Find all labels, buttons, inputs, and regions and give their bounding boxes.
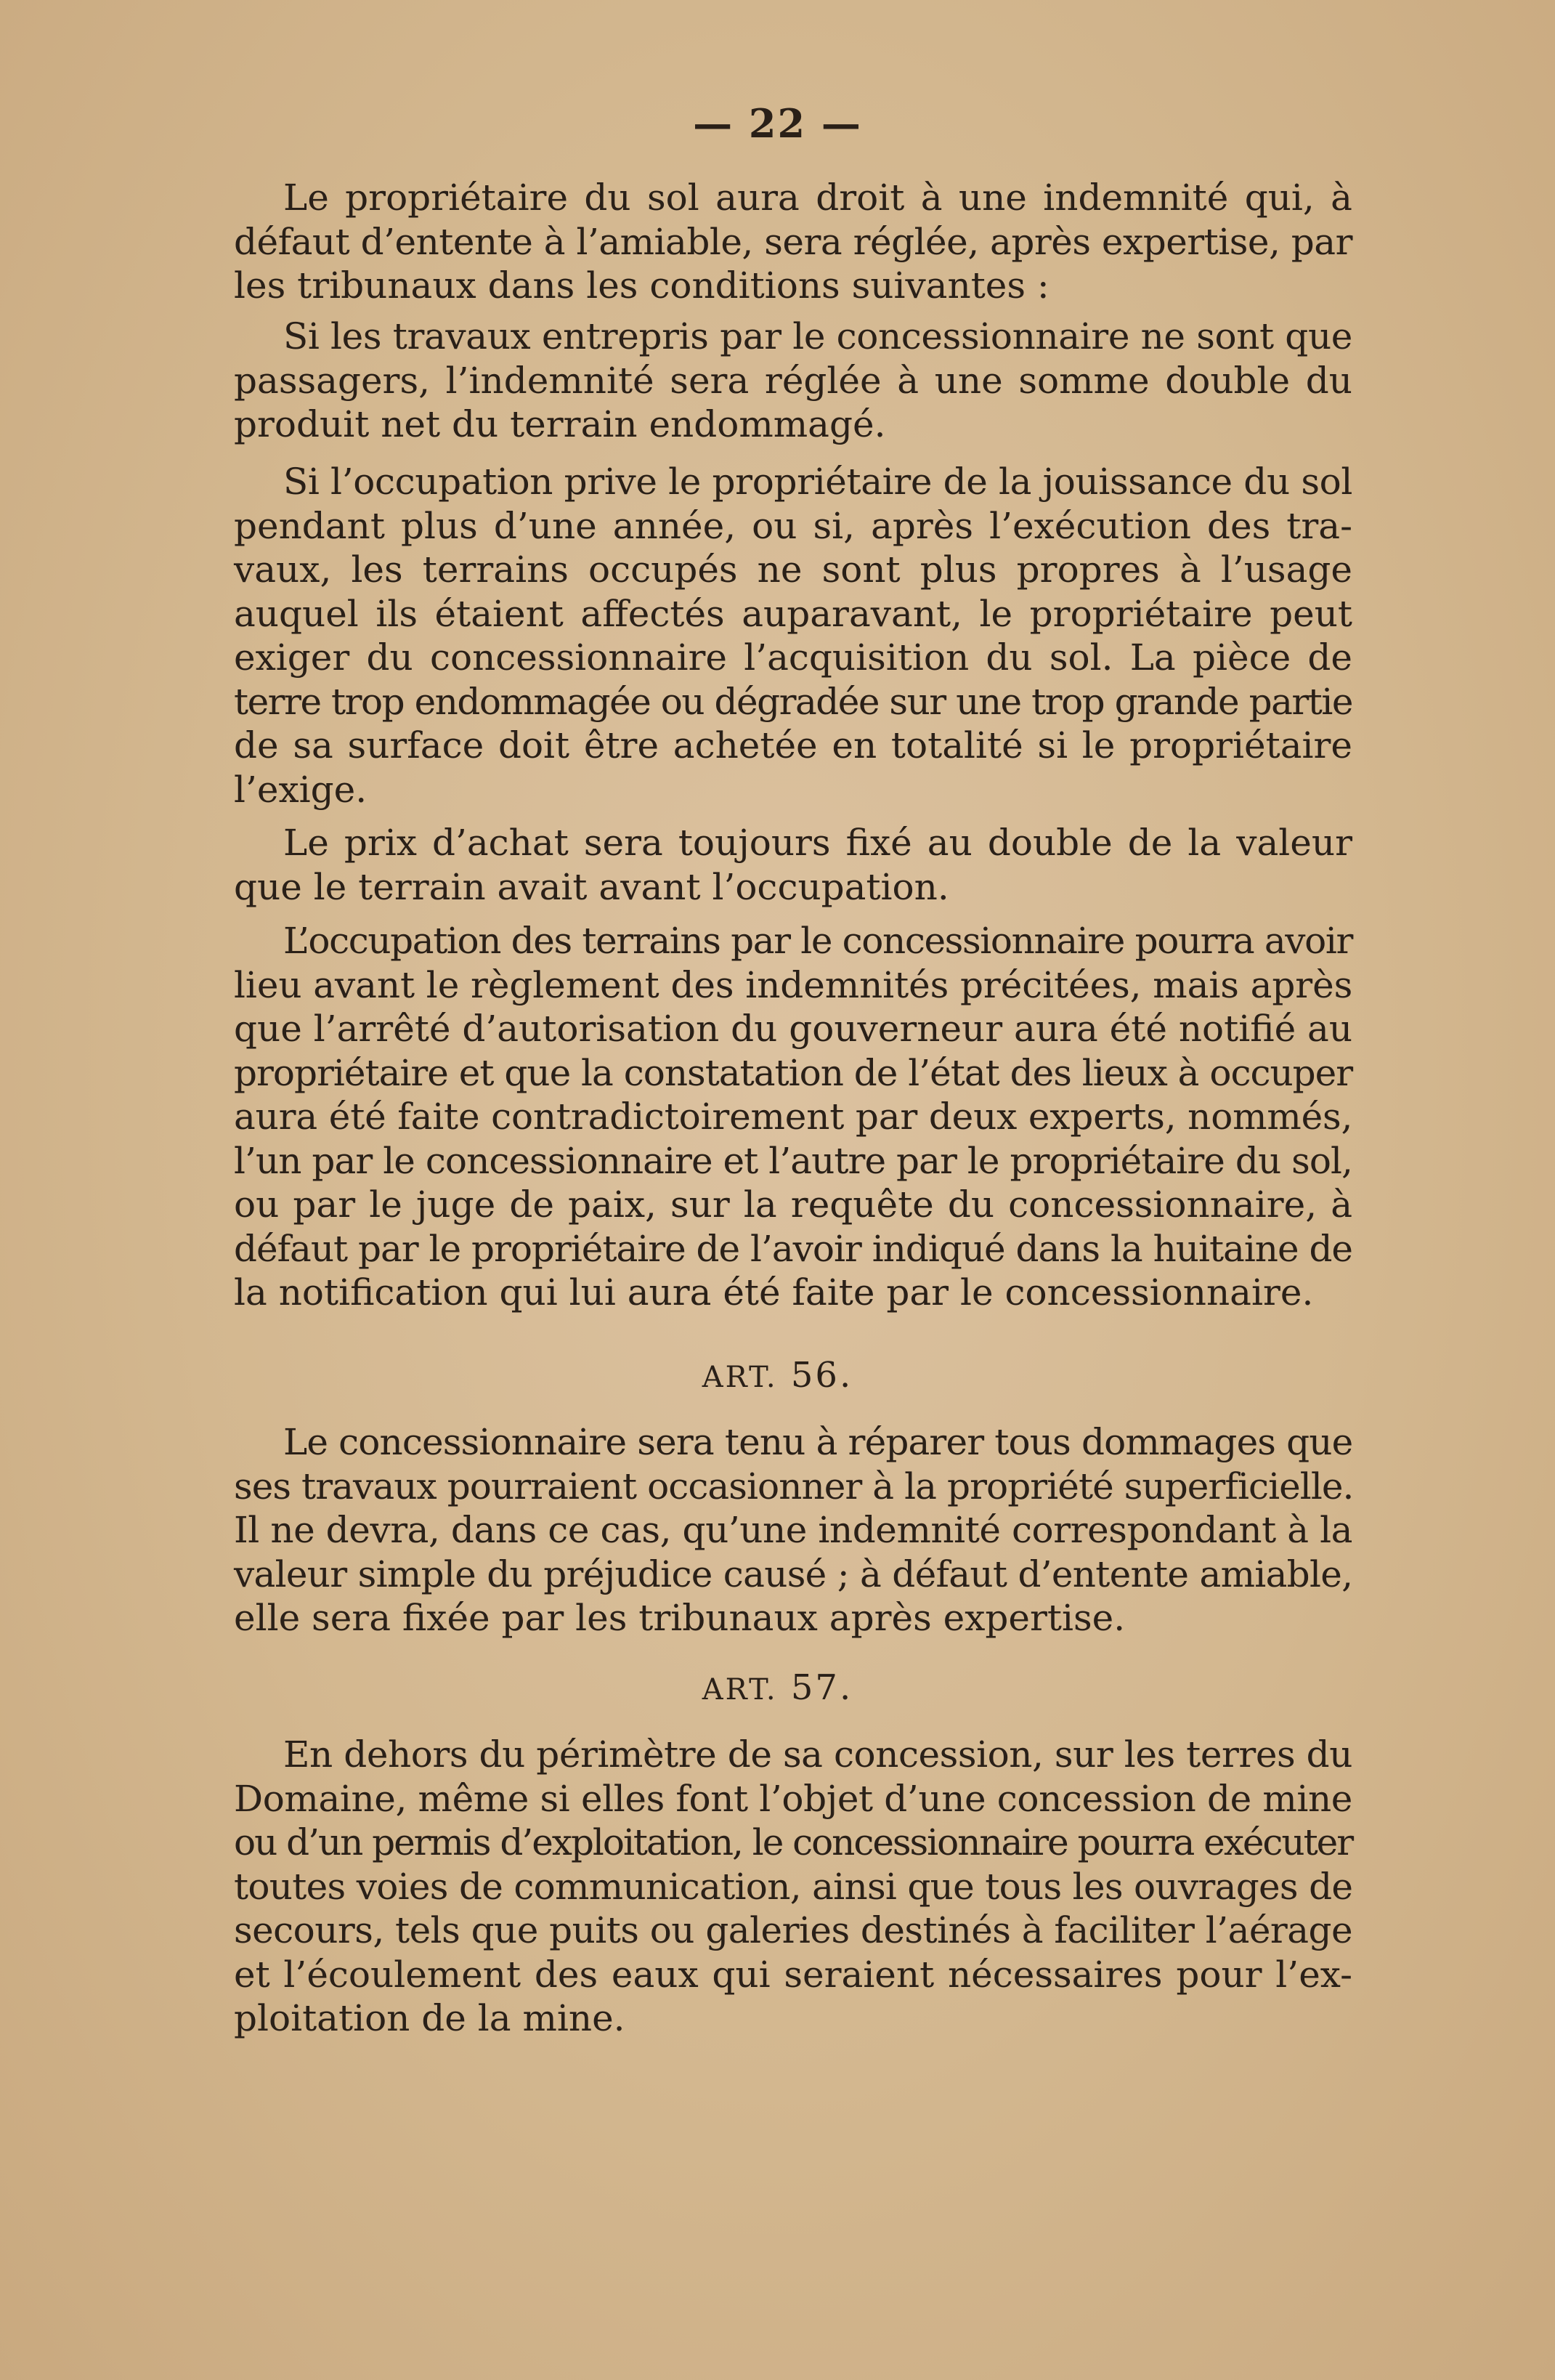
text-line: lieu avant le règlement des indemnités précitées, mais après	[234, 963, 1353, 1006]
text-line: défaut d’entente à l’amiable, sera réglée, après expertise, par	[234, 220, 1352, 263]
paragraph-2	[234, 315, 1352, 447]
text-line: de sa surface doit être achetée en totalité si le propriétaire	[234, 724, 1352, 766]
paragraph-3	[234, 460, 1352, 811]
text-line: exiger du concessionnaire l’acquisition du sol. La pièce de	[234, 636, 1352, 679]
text-line: pendant plus d’une année, ou si, après l’exécution des tra-	[234, 504, 1352, 547]
text-line: que l’arrêté d’autorisation du gouverneur aura été notifié au	[234, 1008, 1353, 1050]
paragraph-4	[234, 821, 1352, 909]
text-line: Si l’occupation prive le propriétaire de la jouissance du sol	[283, 461, 1352, 503]
text-line: Il ne devra, dans ce cas, qu’une indemnité correspondant à la	[234, 1509, 1352, 1551]
text-line: propriétaire et que la constatation de l’état des lieux à occuper	[234, 1051, 1353, 1094]
article-number: 57.	[790, 1667, 853, 1708]
text-line: passagers, l’indemnité sera réglée à une somme double du	[234, 359, 1352, 402]
text-line: ou par le juge de paix, sur la requête du concessionnaire, à	[234, 1183, 1352, 1226]
article-56-heading	[0, 1355, 1555, 1396]
text-line: l’un par le concessionnaire et l’autre par le propriétaire du sol,	[234, 1139, 1352, 1182]
text-line: auquel ils étaient affectés auparavant, le propriétaire peut	[234, 592, 1352, 635]
text-line: les tribunaux dans les conditions suivantes :	[234, 264, 1049, 307]
text-line: la notification qui lui aura été faite par le concessionnaire.	[234, 1271, 1314, 1314]
text-line: produit net du terrain endommagé.	[234, 403, 886, 445]
page-number: — 22 —	[693, 100, 862, 147]
paragraph-5	[234, 919, 1352, 1315]
text-line: défaut par le propriétaire de l’avoir indiqué dans la huitaine de	[234, 1227, 1353, 1270]
text-line: ploitation de la mine.	[234, 1997, 625, 2039]
text-line: terre trop endommagée ou dégradée sur une trop grande partie	[234, 680, 1352, 723]
text-line: secours, tels que puits ou galeries destinés à faciliter l’aérage	[234, 1909, 1353, 1951]
article-56-body	[234, 1420, 1352, 1640]
text-line: Si les travaux entrepris par le concessionnaire ne sont que	[283, 315, 1352, 357]
text-line: En dehors du périmètre de sa concession, sur les terres du	[283, 1733, 1352, 1776]
text-line: l’exige.	[234, 768, 368, 811]
text-line: ou d’un permis d’exploitation, le concessionnaire pourra exécuter	[234, 1821, 1353, 1863]
text-line: que le terrain avait avant l’occupation.	[234, 865, 949, 908]
text-line: et l’écoulement des eaux qui seraient nécessaires pour l’ex-	[234, 1953, 1352, 1996]
text-line: vaux, les terrains occupés ne sont plus propres à l’usage	[234, 549, 1352, 591]
article-prefix: ART.	[702, 1361, 778, 1394]
text-line: Le concessionnaire sera tenu à réparer tous dommages que	[283, 1421, 1353, 1463]
text-line: Le prix d’achat sera toujours fixé au double de la valeur	[283, 822, 1352, 864]
text-line: L’occupation des terrains par le concessionnaire pourra avoir	[283, 920, 1352, 962]
article-57-body	[234, 1733, 1352, 2041]
article-prefix: ART.	[702, 1673, 778, 1707]
paragraph-1	[234, 176, 1352, 308]
text-line: elle sera fixée par les tribunaux après expertise.	[234, 1597, 1126, 1639]
text-line: toutes voies de communication, ainsi que tous les ouvrages de	[234, 1865, 1353, 1908]
text-line: aura été faite contradictoirement par deux experts, nommés,	[234, 1096, 1353, 1138]
text-line: ses travaux pourraient occasionner à la propriété superficielle.	[234, 1465, 1354, 1507]
text-line: valeur simple du préjudice causé ; à défaut d’entente amiable,	[234, 1553, 1353, 1595]
article-number: 56.	[790, 1355, 853, 1396]
text-line: Le propriétaire du sol aura droit à une indemnité qui, à	[283, 177, 1352, 219]
article-57-heading	[0, 1667, 1555, 1708]
text-line: Domaine, même si elles font l’objet d’une concession de mine	[234, 1777, 1352, 1820]
